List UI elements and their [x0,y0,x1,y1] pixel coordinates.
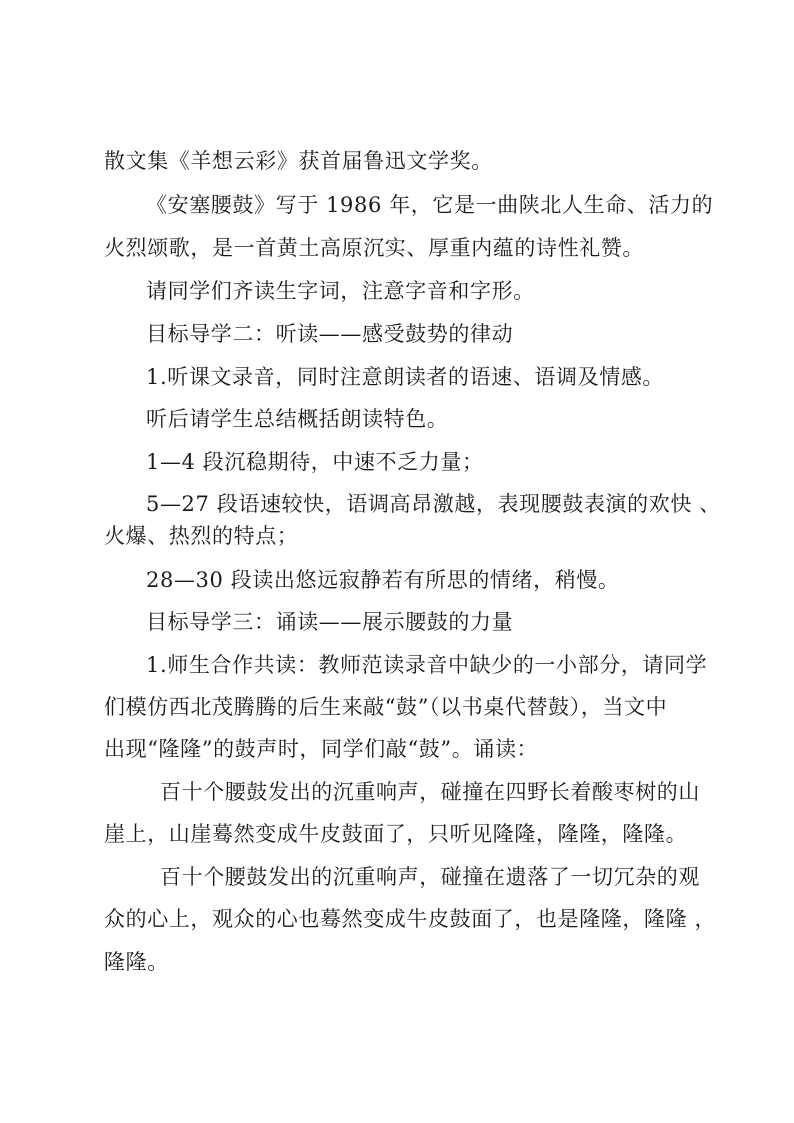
text-line-7: 听后请学生总结概括朗读特色。 [146,407,449,431]
text-line-9: 5—27 段语速较快，语调高昂激越，表现腰鼓表演的欢快 、 [146,492,721,516]
text-line-2: 《安塞腰鼓》写于 1986 年，它是一曲陕北人生命、活力的 [146,193,714,217]
text-line-4: 请同学们齐读生字词，注意字音和字形。 [146,279,535,303]
text-line-13: 1.师生合作共读：教师范读录音中缺少的一小部分，请同学 [146,653,708,677]
text-line-11: 28—30 段读出悠远寂静若有所思的情绪，稍慢。 [146,568,620,592]
text-line-10: 火爆、热烈的特点； [104,524,299,548]
text-line-6: 1.听课文录音，同时注意朗读者的语速、语调及情感。 [146,365,665,389]
text-line-19: 众的心上，观众的心也蓦然变成牛皮鼓面了，也是隆隆，隆隆 ， [104,907,717,931]
text-line-20: 隆隆。 [104,950,169,974]
text-line-16: 百十个腰鼓发出的沉重响声，碰撞在四野长着酸枣树的山 [160,780,700,804]
section-heading-3: 目标导学三：诵读——展示腰鼓的力量 [146,610,514,634]
text-line-3: 火烈颂歌，是一首黄土高原沉实、厚重内蕴的诗性礼赞。 [104,236,644,260]
text-line-15: 出现“隆隆”的鼓声时，同学们敲“鼓”。诵读： [104,737,539,761]
section-heading-2: 目标导学二：听读——感受鼓势的律动 [146,322,514,346]
text-line-1: 散文集《羊想云彩》获首届鲁迅文学奖。 [104,149,493,173]
text-line-17: 崖上，山崖蓦然变成牛皮鼓面了，只听见隆隆，隆隆，隆隆。 [104,822,688,846]
text-line-18: 百十个腰鼓发出的沉重响声，碰撞在遗落了一切冗杂的观 [160,865,700,889]
text-line-14: 们模仿西北茂腾腾的后生来敲“鼓”（以书桌代替鼓），当文中 [104,695,668,719]
text-line-8: 1—4 段沉稳期待，中速不乏力量； [146,450,484,474]
